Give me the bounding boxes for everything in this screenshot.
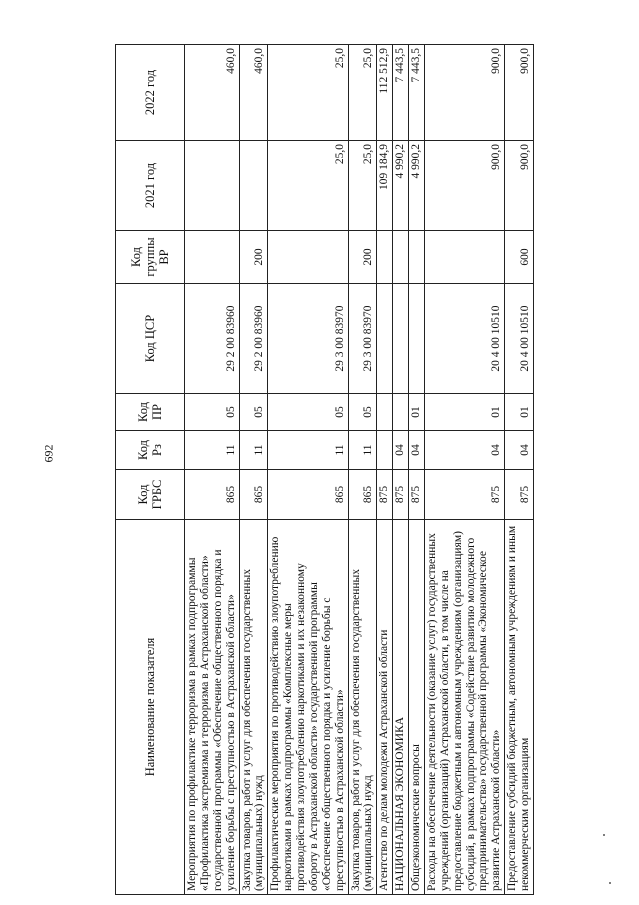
row-pr: 01 bbox=[424, 394, 504, 431]
row-rz: 11 bbox=[185, 431, 240, 470]
table-row bbox=[505, 45, 534, 895]
row-csr: 20 4 00 10510 bbox=[505, 284, 534, 394]
row-2022: 25,0 bbox=[348, 45, 377, 141]
row-pr: 05 bbox=[268, 394, 348, 431]
row-2021: 900,0 bbox=[424, 141, 504, 231]
row-pr: 01 bbox=[505, 394, 534, 431]
row-csr: 29 2 00 83960 bbox=[185, 284, 240, 394]
row-2022: 900,0 bbox=[505, 45, 534, 141]
row-rz bbox=[377, 431, 393, 470]
row-2022: 900,0 bbox=[424, 45, 504, 141]
row-2021: 109 184,9 bbox=[377, 141, 393, 231]
row-grbs: 865 bbox=[268, 470, 348, 520]
row-csr bbox=[409, 284, 425, 394]
row-vr: 200 bbox=[239, 231, 268, 284]
row-2021: 4 990,2 bbox=[409, 141, 425, 231]
row-rz: 04 bbox=[505, 431, 534, 470]
row-pr: 05 bbox=[185, 394, 240, 431]
row-2022: 112 512,9 bbox=[377, 45, 393, 141]
row-2022: 7 443,5 bbox=[393, 45, 409, 141]
row-pr: 05 bbox=[239, 394, 268, 431]
page-number: 692 bbox=[41, 444, 56, 463]
row-name: Агентство по делам молодежи Астраханской области bbox=[377, 520, 393, 895]
row-name: Закупка товаров, работ и услуг для обеспечения государственных (муниципальных) нужд bbox=[239, 520, 268, 895]
row-vr bbox=[393, 231, 409, 284]
scan-speck bbox=[603, 834, 605, 836]
row-rz: 11 bbox=[239, 431, 268, 470]
row-rz: 11 bbox=[348, 431, 377, 470]
row-pr: 01 bbox=[409, 394, 425, 431]
row-2022: 7 443,5 bbox=[409, 45, 425, 141]
row-pr bbox=[393, 394, 409, 431]
row-2021: 900,0 bbox=[505, 141, 534, 231]
row-csr: 20 4 00 10510 bbox=[424, 284, 504, 394]
row-vr bbox=[409, 231, 425, 284]
row-pr bbox=[377, 394, 393, 431]
row-name: Закупка товаров, работ и услуг для обеспечения государственных (муниципальных) нужд bbox=[348, 520, 377, 895]
row-rz: 04 bbox=[393, 431, 409, 470]
row-2022: 25,0 bbox=[268, 45, 348, 141]
row-grbs: 875 bbox=[505, 470, 534, 520]
table-row bbox=[268, 45, 348, 895]
row-pr: 05 bbox=[348, 394, 377, 431]
row-rz: 04 bbox=[409, 431, 425, 470]
row-2021: 25,0 bbox=[268, 141, 348, 231]
row-2021: 4 990,2 bbox=[393, 141, 409, 231]
header-rz: Код Рз bbox=[116, 431, 185, 470]
row-csr: 29 3 00 83970 bbox=[268, 284, 348, 394]
budget-table bbox=[115, 44, 534, 895]
row-grbs: 875 bbox=[393, 470, 409, 520]
row-name: Общеэкономические вопросы bbox=[409, 520, 425, 895]
rotated-table-wrapper bbox=[115, 45, 531, 895]
row-name: Расходы на обеспечение деятельности (оказание услуг) государственных учреждений (организаций) Астраханской области, в том числе на предоставление бюджетным и автономным учреждениям (организациям) субсидий, в рамках подпрограммы «Содействие развитию молодежного предпринимательства» государственной программы «Экономическое развитие Астраханской области» bbox=[424, 520, 504, 895]
row-2021 bbox=[185, 141, 240, 231]
header-name: Наименование показателя bbox=[116, 520, 185, 895]
row-vr bbox=[377, 231, 393, 284]
row-vr bbox=[268, 231, 348, 284]
row-csr bbox=[393, 284, 409, 394]
row-grbs: 865 bbox=[185, 470, 240, 520]
row-csr bbox=[377, 284, 393, 394]
row-rz: 11 bbox=[268, 431, 348, 470]
table-row bbox=[377, 45, 393, 895]
row-grbs: 875 bbox=[409, 470, 425, 520]
header-pr: Код ПР bbox=[116, 394, 185, 431]
row-grbs: 875 bbox=[377, 470, 393, 520]
scan-speck bbox=[609, 882, 611, 884]
header-vr: Код группы ВР bbox=[116, 231, 185, 284]
row-vr bbox=[424, 231, 504, 284]
table-row bbox=[424, 45, 504, 895]
header-2022: 2022 год bbox=[116, 45, 185, 141]
row-grbs: 865 bbox=[348, 470, 377, 520]
row-2021 bbox=[239, 141, 268, 231]
row-rz: 04 bbox=[424, 431, 504, 470]
table-row bbox=[185, 45, 240, 895]
row-grbs: 865 bbox=[239, 470, 268, 520]
row-vr: 600 bbox=[505, 231, 534, 284]
table-row bbox=[393, 45, 409, 895]
header-csr: Код ЦСР bbox=[116, 284, 185, 394]
row-name: НАЦИОНАЛЬНАЯ ЭКОНОМИКА bbox=[393, 520, 409, 895]
row-name: Профилактические мероприятия по противодействию злоупотреблению наркотиками в рамках подпрограммы «Комплексные меры противодействия злоупотреблению наркотиками и их незаконному обороту в Астраханской области» государственной программы «Обеспечение общественного порядка и усиление борьбы с преступностью в Астраханской области» bbox=[268, 520, 348, 895]
table-header-row bbox=[116, 45, 185, 895]
header-2021: 2021 год bbox=[116, 141, 185, 231]
header-grbs: Код ГРБС bbox=[116, 470, 185, 520]
row-2022: 460,0 bbox=[185, 45, 240, 141]
table-row bbox=[239, 45, 268, 895]
row-csr: 29 3 00 83970 bbox=[348, 284, 377, 394]
row-grbs: 875 bbox=[424, 470, 504, 520]
row-2022: 460,0 bbox=[239, 45, 268, 141]
table-row bbox=[409, 45, 425, 895]
row-name: Предоставление субсидий бюджетным, автономным учреждениям и иным некоммерческим организациям bbox=[505, 520, 534, 895]
row-csr: 29 2 00 83960 bbox=[239, 284, 268, 394]
row-vr: 200 bbox=[348, 231, 377, 284]
row-name: Мероприятия по профилактике терроризма в рамках подпрограммы «Профилактика экстремизма и терроризма в Астраханской области» государственной программы «Обеспечение общественного порядка и усиление борьбы с преступностью в Астраханской области» bbox=[185, 520, 240, 895]
row-vr bbox=[185, 231, 240, 284]
table-row bbox=[348, 45, 377, 895]
row-2021: 25,0 bbox=[348, 141, 377, 231]
